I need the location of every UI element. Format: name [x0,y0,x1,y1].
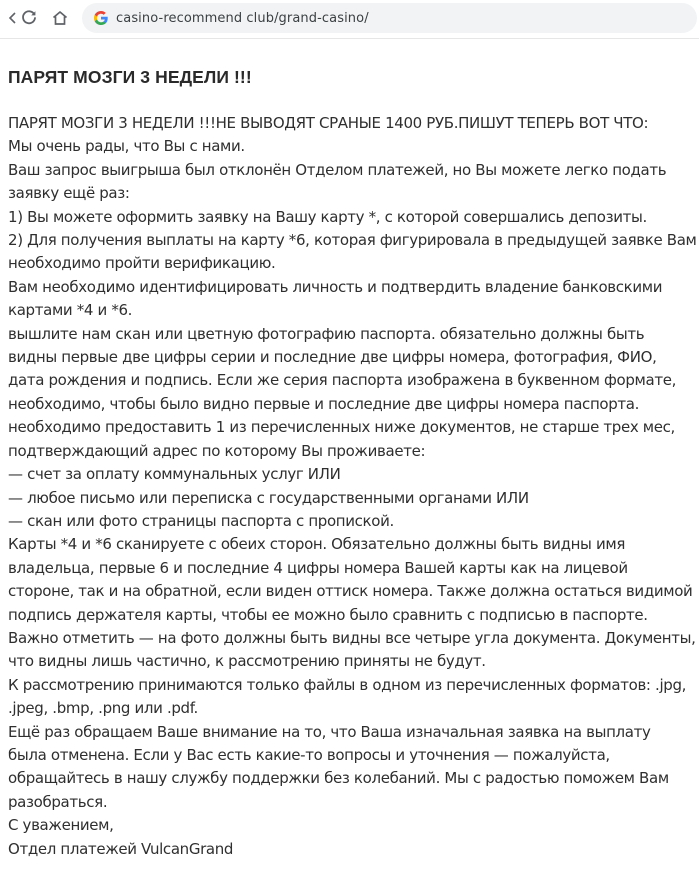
body-line: разобраться. [8,792,108,811]
body-line: необходимо предоставить 1 из перечисленных ниже документов, не старше трех мес, [8,418,675,437]
body-line: необходимо пройти верификацию. [8,254,276,273]
body-line: 2) Для получения выплаты на карту *6, которая фигурировала в предыдущей заявке Вам [8,231,697,250]
page-title: ПАРЯТ МОЗГИ 3 НЕДЕЛИ !!! [8,67,252,87]
home-icon[interactable] [47,5,73,31]
body-line: дата рождения и подпись. Если же серия паспорта изображена в буквенном формате, [8,371,677,390]
body-line: картами *4 и *6. [8,301,133,320]
body-line: 1) Вы можете оформить заявку на Вашу карту *, с которой совершались депозиты. [8,207,647,226]
body-line: стороне, так и на обратной, если виден оттиск номера. Также должна остаться видимой [8,582,693,601]
body-line: Вам необходимо идентифицировать личность и подтвердить владение банковскими [8,277,663,296]
body-line: .jpeg, .bmp, .png или .pdf. [8,699,198,718]
body-line: владельца, первые 6 и последние 4 цифры номера Вашей карты как на лицевой [8,558,628,577]
body-line: С уважением, [8,816,114,835]
body-line: была отменена. Если у Вас есть какие-то вопросы и уточнения — пожалуйста, [8,745,610,764]
body-line: — любое письмо или переписка с государственными органами ИЛИ [8,488,529,507]
body-line: Отдел платежей VulcanGrand [8,839,234,858]
body-line: Ваш запрос выигрыша был отклонён Отделом платежей, но Вы можете легко подать [8,160,667,179]
body-line: ПАРЯТ МОЗГИ 3 НЕДЕЛИ !!!НЕ ВЫВОДЯТ СРАНЫЕ 1400 РУБ.ПИШУТ ТЕПЕРЬ ВОТ ЧТО: [8,114,649,132]
body-line: подтверждающий адрес по которому Вы проживаете: [8,441,426,460]
address-bar[interactable] [82,3,697,33]
body-line: подпись держателя карты, чтобы ее можно было сравнить с подписью в паспорте. [8,605,648,624]
body-line: — счет за оплату коммунальных услуг ИЛИ [8,465,341,484]
body-line: необходимо, чтобы было видно первые и последние две цифры номера паспорта. [8,394,640,413]
body-line: вышлите нам скан или цветную фотографию паспорта. обязательно должны быть [8,324,645,343]
body-line: что видны лишь частично, к рассмотрению приняты не будут. [8,652,486,671]
body-line: Карты *4 и *6 сканируете с обеих сторон. Обязательно должны быть видны имя [8,535,626,554]
article-header [8,66,694,88]
body-line: заявку ещё раз: [8,184,130,203]
body-line: Важно отметить — на фото должны быть видны все четыре угла документа. Документы, [8,628,696,647]
browser-toolbar [0,0,699,39]
body-line: обращайтесь в нашу службу поддержки без колебаний. Мы с радостью поможем Вам [8,769,669,788]
reload-icon[interactable] [16,5,42,31]
article-body [8,112,698,861]
body-line: видны первые две цифры серии и последние две цифры номера, фотография, ФИО, [8,348,657,367]
url-text[interactable]: casino-recommend club/grand-casino/ [116,10,369,26]
body-line: — скан или фото страницы паспорта с пропиской. [8,511,394,530]
body-line: Ещё раз обращаем Ваше внимание на то, что Ваша изначальная заявка на выплату [8,722,651,741]
google-g-icon [93,10,109,26]
body-line: К рассмотрению принимаются только файлы в одном из перечисленных форматов: .jpg, [8,675,687,694]
body-line: Мы очень рады, что Вы с нами. [8,137,245,156]
